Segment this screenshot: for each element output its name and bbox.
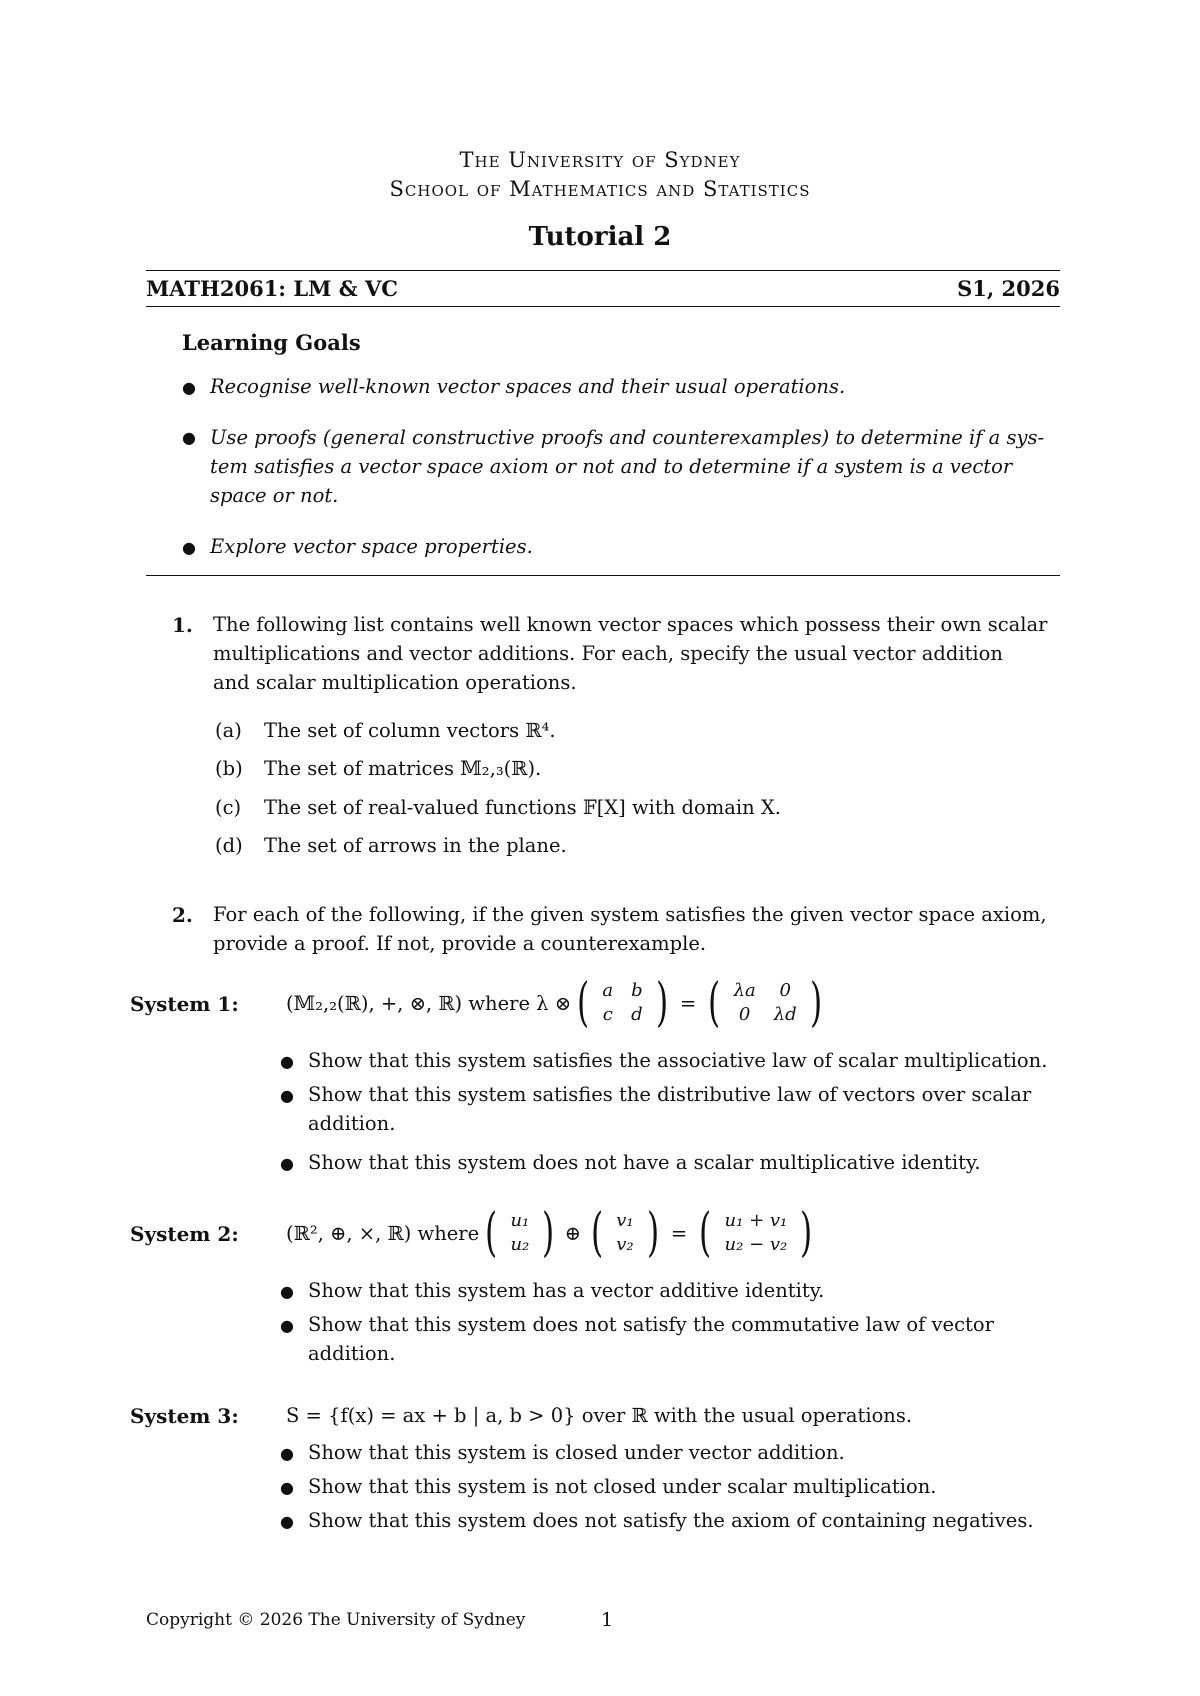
task-item: Show that this system does not satisfy the axiom of containing negatives. bbox=[308, 1509, 1034, 1532]
matrix-entry: a bbox=[602, 980, 614, 1001]
goal-item: Explore vector space properties. bbox=[210, 535, 533, 558]
bullet-icon: ● bbox=[182, 428, 196, 447]
system3-definition: S = {f(x) = ax + b | a, b > 0} over ℝ with the usual operations. bbox=[286, 1404, 913, 1427]
bullet-icon: ● bbox=[280, 1052, 294, 1071]
question-text: provide a proof. If not, provide a counterexample. bbox=[213, 932, 707, 955]
task-item: Show that this system is closed under vector addition. bbox=[308, 1441, 845, 1464]
part-text: The set of column vectors ℝ⁴. bbox=[264, 719, 556, 742]
bullet-icon: ● bbox=[280, 1512, 294, 1531]
task-item: Show that this system satisfies the associative law of scalar multiplication. bbox=[308, 1049, 1048, 1072]
part-label: (a) bbox=[215, 719, 242, 742]
vector-entry: u₂ − v₂ bbox=[724, 1234, 788, 1255]
page-title: Tutorial 2 bbox=[528, 222, 672, 252]
task-item: Show that this system does not have a scalar multiplicative identity. bbox=[308, 1151, 981, 1174]
course-code: MATH2061: LM & VC bbox=[146, 276, 398, 301]
task-item: Show that this system is not closed under scalar multiplication. bbox=[308, 1475, 937, 1498]
university-name: The University of Sydney bbox=[459, 148, 741, 172]
part-text: The set of real-valued functions 𝔽[X] with domain X. bbox=[264, 796, 781, 819]
task-item-continued: addition. bbox=[308, 1342, 396, 1365]
equals-sign: = bbox=[670, 1221, 688, 1245]
equals-sign: = bbox=[679, 991, 697, 1015]
question-number: 2. bbox=[172, 903, 193, 927]
system2-definition bbox=[286, 1202, 819, 1264]
system-label: System 1: bbox=[130, 992, 239, 1016]
vector-entry: u₁ bbox=[510, 1210, 530, 1231]
task-item: Show that this system satisfies the distributive law of vectors over scalar bbox=[308, 1083, 1032, 1106]
goal-item: Recognise well-known vector spaces and their usual operations. bbox=[210, 375, 846, 398]
part-label: (c) bbox=[215, 796, 242, 819]
vector-entry: v₂ bbox=[616, 1234, 634, 1255]
matrix-entry: d bbox=[631, 1004, 643, 1025]
bullet-icon: ● bbox=[280, 1478, 294, 1497]
matrix-entry: λa bbox=[733, 980, 756, 1001]
oplus-operator: ⊕ bbox=[564, 1221, 581, 1245]
question-text: The following list contains well known vector spaces which possess their own scalar bbox=[213, 613, 1048, 636]
matrix-entry: 0 bbox=[738, 1004, 751, 1025]
question-text: and scalar multiplication operations. bbox=[213, 671, 577, 694]
task-item: Show that this system has a vector additive identity. bbox=[308, 1279, 825, 1302]
system1-definition bbox=[286, 972, 828, 1034]
task-item: Show that this system does not satisfy the commutative law of vector bbox=[308, 1313, 994, 1336]
matrix-entry: λd bbox=[773, 1004, 797, 1025]
vector-v: ( v₁ v₂ ) bbox=[590, 1203, 659, 1263]
matrix-entry: c bbox=[602, 1004, 613, 1025]
vector-entry: v₁ bbox=[616, 1210, 634, 1231]
vector-u: ( u₁ u₂ ) bbox=[485, 1203, 555, 1263]
school-name: School of Mathematics and Statistics bbox=[389, 177, 811, 201]
copyright-notice: Copyright © 2026 The University of Sydney bbox=[146, 1610, 526, 1630]
system-label: System 3: bbox=[130, 1404, 239, 1428]
matrix-right: ( λa 0 0 λd ) bbox=[708, 973, 822, 1033]
bullet-icon: ● bbox=[280, 1444, 294, 1463]
learning-goals-heading: Learning Goals bbox=[182, 330, 361, 355]
task-item-continued: addition. bbox=[308, 1112, 396, 1135]
part-label: (b) bbox=[215, 757, 243, 780]
goal-item-continued: space or not. bbox=[210, 484, 339, 507]
system-label: System 2: bbox=[130, 1222, 239, 1246]
section-rule bbox=[146, 575, 1060, 576]
matrix-entry: b bbox=[631, 980, 643, 1001]
vector-result: ( u₁ + v₁ u₂ − v₂ ) bbox=[699, 1203, 813, 1263]
part-text: The set of arrows in the plane. bbox=[264, 834, 567, 857]
part-text: The set of matrices 𝕄₂,₃(ℝ). bbox=[264, 757, 542, 780]
question-number: 1. bbox=[172, 613, 193, 637]
bullet-icon: ● bbox=[182, 538, 196, 557]
part-label: (d) bbox=[215, 834, 243, 857]
matrix-entry: 0 bbox=[779, 980, 791, 1001]
bullet-icon: ● bbox=[280, 1282, 294, 1301]
matrix-left: ( a b c d ) bbox=[577, 973, 668, 1033]
bullet-icon: ● bbox=[280, 1316, 294, 1335]
goal-item-continued: tem satisfies a vector space axiom or not and to determine if a system is a vector bbox=[210, 455, 1013, 478]
system2-definition-text: (ℝ², ⊕, ×, ℝ) where bbox=[286, 1221, 480, 1245]
page-number: 1 bbox=[601, 1609, 614, 1631]
question-text: multiplications and vector additions. For each, specify the usual vector addition bbox=[213, 642, 1003, 665]
bullet-icon: ● bbox=[280, 1154, 294, 1173]
header-rule-top bbox=[146, 270, 1060, 271]
system1-definition-text: (𝕄₂,₂(ℝ), +, ⊗, ℝ) where λ ⊗ bbox=[286, 991, 572, 1015]
question-text: For each of the following, if the given system satisfies the given vector space axiom, bbox=[213, 903, 1047, 926]
vector-entry: u₁ + v₁ bbox=[724, 1210, 788, 1231]
bullet-icon: ● bbox=[182, 378, 196, 397]
goal-item: Use proofs (general constructive proofs and counterexamples) to determine if a sys- bbox=[210, 426, 1045, 449]
header-rule-bottom bbox=[146, 306, 1060, 307]
bullet-icon: ● bbox=[280, 1086, 294, 1105]
vector-entry: u₂ bbox=[510, 1234, 530, 1255]
term-label: S1, 2026 bbox=[957, 276, 1060, 301]
